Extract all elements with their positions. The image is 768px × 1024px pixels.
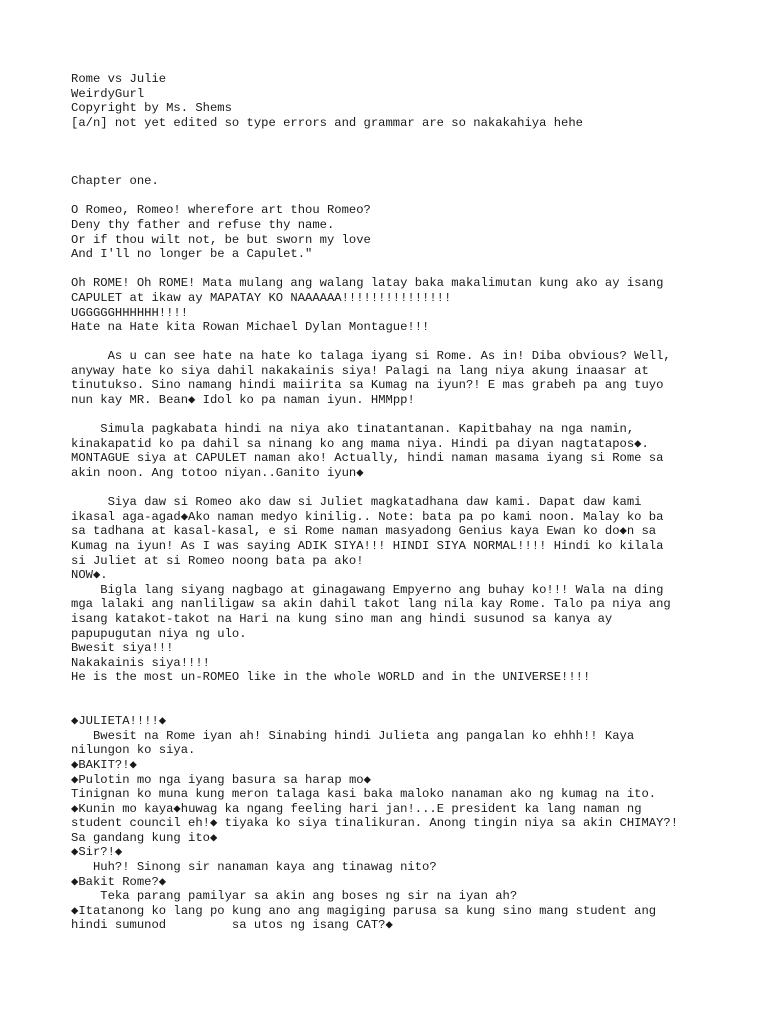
text-line: ◆BAKIT?!◆ [71, 757, 137, 772]
text-line: Or if thou wilt not, be but sworn my love [71, 232, 371, 247]
text-line: Copyright by Ms. Shems [71, 101, 232, 116]
text-block [71, 203, 768, 261]
text-line: student council eh!◆ tiyaka ko siya tinalikuran. Anong tingin niya sa akin CHIMAY?! [71, 816, 679, 831]
text-line: As u can see hate na hate ko talaga iyang si Rome. As in! Diba obvious? Well, [71, 349, 671, 364]
text-line: Huh?! Sinong sir nanaman kaya ang tinawag nito? [71, 860, 437, 875]
text-line: Nakakainis siya!!!! [71, 655, 210, 670]
text-block [71, 276, 768, 334]
text-line: And I'll no longer be a Capulet." [71, 247, 313, 262]
text-line: ◆Kunin mo kaya◆huwag ka ngang feeling hari jan!...E president ka lang naman ng [71, 801, 642, 816]
text-line: akin noon. Ang totoo niyan..Ganito iyun◆ [71, 466, 364, 481]
paragraph-gap [71, 335, 768, 350]
text-line: tinutukso. Sino namang hindi maiirita sa Kumag na iyun?! E mas grabeh pa ang tuyo [71, 378, 664, 393]
text-block [71, 349, 768, 407]
text-line: O Romeo, Romeo! wherefore art thou Romeo? [71, 203, 371, 218]
text-line: He is the most un-ROMEO like in the whole WORLD and in the UNIVERSE!!!! [71, 670, 591, 685]
text-line: ◆Itatanong ko lang po kung ano ang magiging parusa sa kung sino mang student ang [71, 903, 657, 918]
text-line: Siya daw si Romeo ako daw si Juliet magkatadhana daw kami. Dapat daw kami [71, 495, 642, 510]
text-line: ◆Bakit Rome?◆ [71, 874, 167, 889]
paragraph-gap [71, 408, 768, 423]
text-line: mga lalaki ang nanliligaw sa akin dahil takot lang nila kay Rome. Talo pa niya ang [71, 597, 671, 612]
text-line: Bwesit na Rome iyan ah! Sinabing hindi Julieta ang pangalan ko ehhh!! Kaya [71, 728, 635, 743]
text-block [71, 422, 768, 480]
text-line: CAPULET at ikaw ay MAPATAY KO NAAAAAA!!!!!!!!!!!!!!! [71, 290, 452, 305]
text-line: Teka parang pamilyar sa akin ang boses ng sir na iyan ah? [71, 889, 518, 904]
text-line: WeirdyGurl [71, 86, 145, 101]
text-line: Chapter one. [71, 174, 159, 189]
paragraph-gap [71, 130, 768, 174]
text-line: nilungon ko siya. [71, 743, 196, 758]
text-line: MONTAGUE siya at CAPULET naman ako! Actually, hindi naman masama iyang si Rome sa [71, 451, 664, 466]
text-line: Tinignan ko muna kung meron talaga kasi baka maloko nanaman ako ng kumag na ito. [71, 787, 657, 802]
text-line: NOW◆. [71, 568, 108, 583]
text-line: Oh ROME! Oh ROME! Mata mulang ang walang latay baka makalimutan kung ako ay isang [71, 276, 664, 291]
text-line: Bigla lang siyang nagbago at ginagawang Empyerno ang buhay ko!!! Wala na ding [71, 582, 664, 597]
text-line: Kumag na iyun! As I was saying ADIK SIYA!!! HINDI SIYA NORMAL!!!! Hindi ko kilala [71, 539, 664, 554]
paragraph-gap [71, 481, 768, 496]
text-line: Sa gandang kung ito◆ [71, 830, 218, 845]
text-line: ikasal aga-agad◆Ako naman medyo kinilig.. Note: bata pa po kami noon. Malay ko ba [71, 509, 664, 524]
text-line: sa tadhana at kasal-kasal, e si Rome naman masyadong Genius kaya Ewan ko do◆n sa [71, 524, 657, 539]
text-line: kinakapatid ko pa dahil sa ninang ko ang mama niya. Hindi pa diyan nagtatapos◆. [71, 436, 649, 451]
text-line: nun kay MR. Bean◆ Idol ko pa naman iyun. HMMpp! [71, 393, 415, 408]
text-line: Hate na Hate kita Rowan Michael Dylan Montague!!! [71, 320, 430, 335]
text-block [71, 714, 768, 933]
text-line: Deny thy father and refuse thy name. [71, 217, 335, 232]
text-block [71, 495, 768, 685]
text-line: Rome vs Julie [71, 72, 167, 86]
paragraph-gap [71, 189, 768, 204]
text-line: ◆JULIETA!!!!◆ [71, 714, 167, 729]
text-block [71, 174, 768, 189]
text-line: UGGGGGHHHHHH!!!! [71, 305, 189, 320]
text-line: ◆Pulotin mo nga iyang basura sa harap mo◆ [71, 772, 371, 787]
text-line: anyway hate ko siya dahil nakakainis siya! Palagi na lang niya akung inaasar at [71, 363, 649, 378]
text-line: hindi sumunod sa utos ng isang CAT?◆ [71, 918, 393, 933]
paragraph-gap [71, 685, 768, 714]
paragraph-gap [71, 262, 768, 277]
text-line: isang katakot-takot na Hari na kung sino man ang hindi susunod sa kanya ay [71, 611, 613, 626]
text-block [71, 72, 768, 130]
text-line: [a/n] not yet edited so type errors and grammar are so nakakahiya hehe [71, 115, 583, 130]
text-line: Bwesit siya!!! [71, 641, 174, 656]
text-line: ◆Sir?!◆ [71, 845, 123, 860]
text-line: Simula pagkabata hindi na niya ako tinatantanan. Kapitbahay na nga namin, [71, 422, 635, 437]
text-line: papupugutan niya ng ulo. [71, 626, 247, 641]
text-line: si Juliet at si Romeo noong bata pa ako! [71, 553, 364, 568]
